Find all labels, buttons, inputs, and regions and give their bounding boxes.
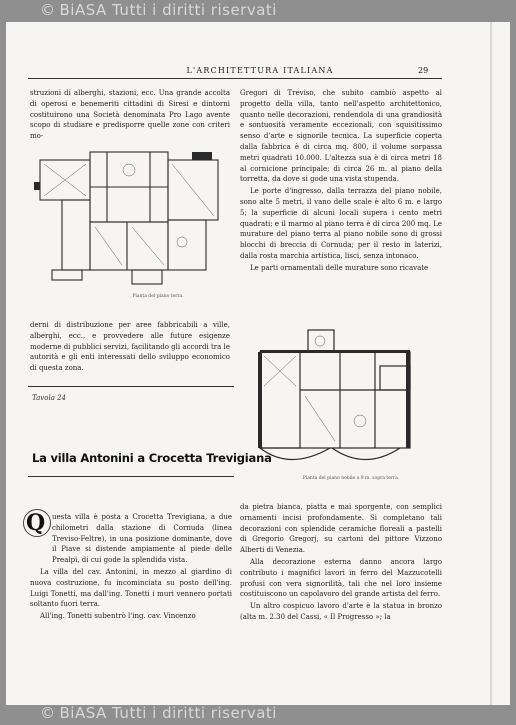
running-header [0, 66, 516, 78]
article-headline: La villa Antonini a Crocetta Trevigiana [32, 451, 272, 465]
left-bottom-paragraph-2: La villa del cav. Antonini, in mezzo al giardino di nuova costruzione, fu incominciata su posto dell'ing. Luigi Tonetti, ma dall'ing. Tonetti i muri vennero portati soltanto fuori terra. [30, 567, 232, 609]
right-top-paragraph-1: Gregori di Treviso, che subito cambiò aspetto al progetto della villa, tanto nell'aspetto architettonico, quanto nelle decorazioni, rendendola di una grandiosità e sontuosità veramente eccezionali, con squisitissimo senso d'arte e signorile tecnica. La superficie coperta dalla fabbrica è di circa mq. 800, il volume sorpassa metri quadrati 10.000. L'altezza sua è di circa metri 18 al cornicione principale; di circa 26 m. al piano della torretta, da dove si gode una vista stupenda. [240, 89, 442, 184]
right-top-text [240, 88, 442, 274]
right-bottom-text [240, 502, 442, 623]
ground-floor-caption: Pianta del piano terra. [132, 294, 184, 299]
running-title: L'ARCHITETTURA ITALIANA [186, 66, 334, 75]
right-top-paragraph-2: Le porte d'ingresso, dalla terrazza del piano nobile, sono alte 5 metri, il vano delle scale è alto 6 m. e largo 5; la superficie di alcuni locali supera i cento metri quadrati; e il marmo al piano terra è di circa 200 mq. Le murature del piano terra al piano nobile sono di grossi blocchi di breccia di Cornuda; per il resto in laterizi, dalla rosta marchia artistica, lisci, senza intonaco. [240, 187, 442, 260]
watermark-bottom [0, 704, 516, 724]
copyright-icon: © [40, 1, 56, 19]
left-bottom-paragraph-3: All'ing. Tonetti subentrò l'ing. cav. Vincenzo [40, 612, 196, 621]
section-label: Tavola 24 [32, 394, 67, 402]
headline-rule [28, 476, 234, 477]
watermark-top [0, 1, 516, 21]
ground-floor-plan [32, 142, 232, 302]
watermark-top-text: BiASA Tutti i diritti riservati [59, 1, 277, 19]
copyright-icon: © [40, 704, 56, 722]
left-middle-paragraph: derni di distribuzione per aree fabbricabili a ville, alberghi, ecc., e provvedere alle future esigenze moderne di pubblici servizi, facilitando gli accordi tra le autorità e gli enti interessati dello sviluppo economico di questa zona. [30, 321, 230, 373]
drop-cap: Q [26, 510, 46, 536]
left-top-text [30, 88, 230, 142]
upper-floor-caption: Pianta del piano nobile a 9 m. sopra terra. [302, 476, 400, 481]
section-rule [28, 386, 234, 387]
page-edge [490, 22, 492, 705]
page-number: 29 [418, 66, 429, 75]
right-top-paragraph-3: Le parti ornamentali delle murature sono ricavate [250, 263, 429, 272]
upper-floor-plan [250, 326, 420, 476]
left-top-paragraph: struzioni di alberghi, stazioni, ecc. Una grande accolta di operosi e benemeriti cittadini di Siresi e dintorni costituirono una Società denominata Pro Lago avente scopo di studiare e predisporre quelle zone con criteri mo- [30, 89, 230, 141]
left-bottom-paragraph-1: uesta villa è posta a Crocetta Trevigiana, a due chilometri dalla stazione di Cornuda (linea Treviso-Feltre), in una posizione dominante, dove il Piave si distende ampiamente al piede delle Prealpi, di cui gode la splendida vista. [52, 513, 232, 565]
header-rule [28, 78, 442, 79]
right-bottom-paragraph-3: Un altro cospicuo lavoro d'arte è la statua in bronzo (alta m. 2.30 del Cassi, « Il Progresso »; la [240, 602, 442, 621]
watermark-bottom-text: BiASA Tutti i diritti riservati [59, 704, 277, 722]
right-bottom-paragraph-2: Alla decorazione esterna danno ancora largo contributo i magnifici lavori in ferro del Mazzucotelli profusi con vera signorilità, tali che nel loro insieme costituiscono un capolavoro del grande artista del ferro. [240, 557, 442, 599]
right-bottom-paragraph-1: da pietra bianca, piatta e mai sporgente, con semplici ornamenti incisi profondamente. Si completano tali decorazioni con splendide ceramiche floreali a pastelli di Gregorio Gregorj, su cartoni del pittore Vizzono Alberti di Venezia. [240, 503, 442, 555]
left-middle-text [30, 320, 230, 374]
left-bottom-text [30, 512, 232, 622]
